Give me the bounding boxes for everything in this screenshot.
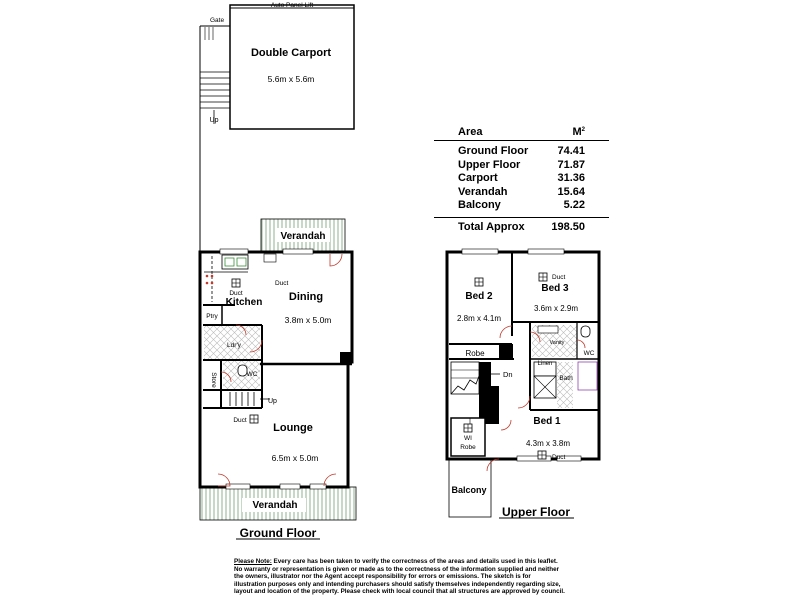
note-line: No warranty or representation is given or made as to the correctness of the information supplied and neither — [234, 565, 560, 573]
carport-title: Double Carport — [250, 47, 332, 59]
area-row — [434, 199, 609, 213]
area-row-value: 31.36 — [557, 172, 585, 185]
area-row — [434, 159, 609, 173]
area-row-value: 5.22 — [563, 199, 585, 212]
area-row-label: Carport — [458, 172, 498, 185]
balcony-label: Balcony — [451, 485, 487, 495]
pantry-label: Ptry — [206, 313, 218, 320]
bath-label: Bath — [559, 375, 573, 382]
bed1-duct-label: Duct — [552, 454, 566, 461]
carport — [200, 2, 354, 252]
area-header-label: Area — [458, 126, 483, 138]
area-total-label: Total Approx — [458, 220, 525, 233]
area-unit-letter: M — [572, 126, 582, 138]
verandah-bottom-label: Verandah — [252, 500, 298, 511]
laundry-label: Ldr'y — [227, 342, 241, 349]
area-row-label: Upper Floor — [458, 158, 521, 171]
gate-label: Gate — [210, 17, 225, 24]
auto-panel-lift-label: Auto Panel Lift — [270, 2, 314, 9]
area-table — [434, 125, 609, 235]
lounge-dims: 6.5m x 5.0m — [271, 453, 319, 463]
linen-label: Linen — [537, 361, 553, 367]
bath-tub-icon — [578, 362, 597, 390]
carport-stairs — [200, 72, 230, 108]
disclaimer-note — [234, 558, 594, 596]
area-row-value: 15.64 — [557, 185, 585, 198]
area-row-value: 71.87 — [557, 158, 585, 171]
area-total-value: 198.50 — [551, 220, 585, 233]
bed3-duct-icon — [539, 273, 547, 281]
area-row-label: Balcony — [458, 199, 501, 212]
upper-floor-plan — [447, 249, 599, 519]
kitchen-label: Kitchen — [225, 297, 263, 308]
upper-floor-title: Upper Floor — [502, 505, 570, 519]
ground-up-label: Up — [268, 398, 277, 405]
bed2-icon — [475, 278, 483, 286]
dining-label: Dining — [288, 291, 324, 303]
dining-dims: 3.8m x 5.0m — [284, 315, 332, 325]
wi-robe-label-2: Robe — [460, 444, 476, 451]
bed3-duct-label: Duct — [552, 274, 566, 281]
vanity-basin-icon — [538, 326, 558, 333]
kitchen-duct-label: Duct — [229, 290, 243, 297]
area-row — [434, 145, 609, 159]
lounge-duct-icon — [250, 415, 258, 423]
area-row-value: 74.41 — [557, 145, 585, 157]
bed2-label: Bed 2 — [465, 291, 493, 302]
store-label: Store — [210, 372, 217, 388]
area-row — [434, 186, 609, 200]
bed1-label: Bed 1 — [533, 416, 561, 427]
area-row-label: Verandah — [458, 185, 508, 198]
carport-dims: 5.6m x 5.6m — [267, 74, 315, 84]
wi-robe-label-1: WI — [464, 435, 472, 442]
area-unit-sup: 2 — [581, 127, 585, 133]
dn-label: Dn — [503, 370, 513, 379]
lounge-duct-label: Duct — [233, 417, 247, 424]
note-line: the owners, illustrator nor the Agent accept responsibility for errors or emissions. The sketch is for — [234, 573, 531, 581]
note-line: layout and location of the property. Please check with local council that all structures are approved by council. — [234, 588, 565, 596]
note-heading: Please Note: — [234, 558, 272, 565]
verandah-top-label: Verandah — [280, 231, 326, 242]
area-table-header — [434, 125, 609, 141]
bed3-label: Bed 3 — [541, 283, 569, 294]
bed2-dims: 2.8m x 4.1m — [456, 314, 502, 323]
bed1-duct-icon — [538, 451, 546, 459]
note-line: illustration purposes only and intending purchasers should satisfy themselves independently regarding size, — [234, 580, 561, 588]
kitchen-duct-icon — [232, 279, 240, 287]
area-row-label: Ground Floor — [458, 145, 529, 157]
note-line: Every care has been taken to verify the correctness of the areas and details used in this leaflet. — [273, 558, 558, 565]
upper-wc-label: WC — [583, 350, 595, 357]
ground-floor-title: Ground Floor — [239, 526, 317, 540]
ground-wc-label: WC — [246, 371, 258, 378]
bed1-dims: 4.3m x 3.8m — [525, 439, 571, 448]
upper-toilet-icon — [581, 326, 590, 337]
vanity-label: Vanity — [549, 340, 565, 346]
area-row — [434, 172, 609, 186]
robe-label: Robe — [465, 349, 485, 358]
ground-floor-plan — [200, 219, 356, 540]
carport-up-label: Up — [209, 117, 219, 124]
area-unit — [572, 125, 585, 140]
bed3-dims: 3.6m x 2.9m — [533, 304, 579, 313]
dining-duct-label: Duct — [275, 280, 289, 287]
lounge-label: Lounge — [273, 422, 313, 434]
area-total-row — [434, 217, 609, 235]
carport-gate-icon — [205, 27, 213, 40]
